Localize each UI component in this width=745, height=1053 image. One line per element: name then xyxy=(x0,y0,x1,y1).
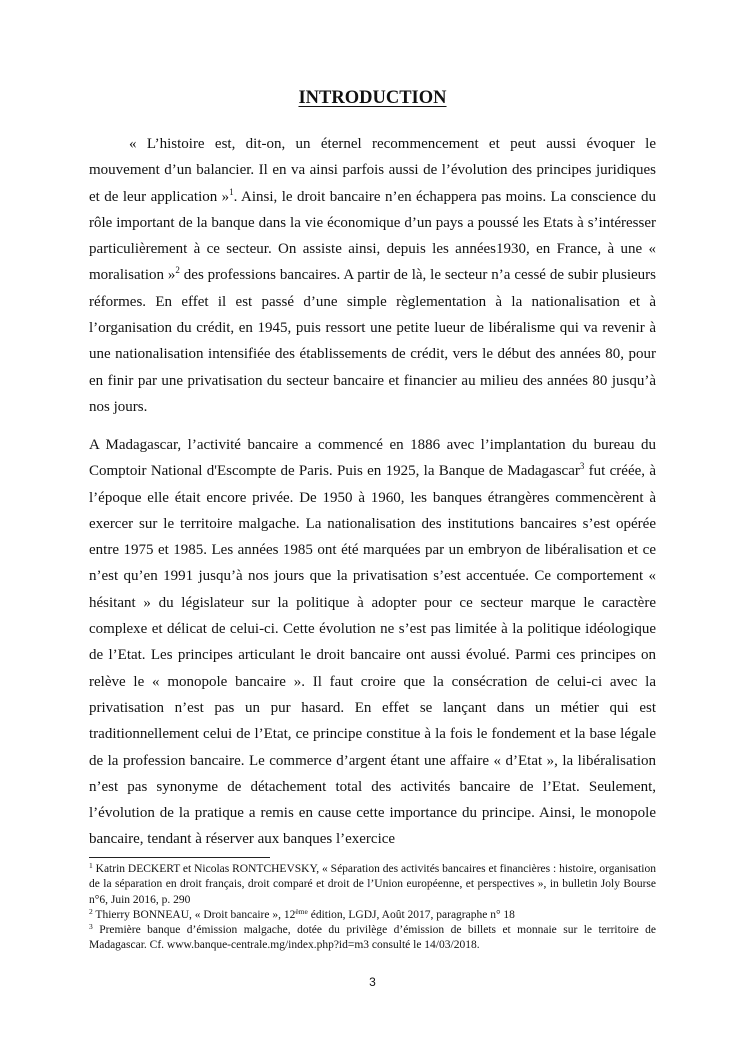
footnote xyxy=(89,923,656,954)
paragraph-text: « L’histoire est, dit-on, un éternel recommencement et peut aussi évoquer le mouvement d’un balancier. Il en va ainsi parfois aussi de l’évolution des principes juridiques et de leur application » xyxy=(89,136,656,205)
paragraph-text: fut créée, à l’époque elle était encore privée. De 1950 à 1960, les banques étrangères commencèrent à exercer sur le territoire malgache. La nationalisation des institutions bancaires s’est opérée entre 1975 et 1985. Les années 1985 ont été marquées par un embryon de libéralisation et ce n’est qu’en 1991 jusqu’à nos jours que la privatisation s’est accentuée. Ce comportement « hésitant » du législateur sur la politique à adopter pour ce secteur marque le caractère complexe et délicat de celui-ci. Cette évolution ne s’est pas limitée à la politique idéologique de l’Etat. Les principes articulant le droit bancaire ont aussi évolué. Parmi ces principes on relève le « monopole bancaire ». Il faut croire que la consécration de celui-ci avec la privatisation n’est pas un pur hasard. En effet se lançant dans un métier qui est traditionnellement celui de l’Etat, ce principe constitue à la fois le fondement et la base légale de la profession bancaire. Le commerce d’argent étant une affaire « d’Etat », la libéralisation n’est pas synonyme de détachement total des activités bancaire de l’Etat. Seulement, l’évolution de la pratique a remis en cause cette importance du principe. Ainsi, le monopole bancaire, tendant à réserver aux banques l’exercice xyxy=(89,463,656,848)
footnote-superscript: ème xyxy=(295,906,308,916)
footnote-number: 1 xyxy=(89,861,93,870)
footnote-number: 2 xyxy=(89,906,93,916)
footnote-ref: 1 xyxy=(229,186,234,197)
page-number: 3 xyxy=(369,975,376,989)
footnote xyxy=(89,862,656,908)
paragraph-text: A Madagascar, l’activité bancaire a commencé en 1886 avec l’implantation du bureau du Comptoir National d'Escompte de Paris. Puis en 1925, la Banque de Madagascar xyxy=(89,437,656,480)
footnote-number: 3 xyxy=(89,922,93,932)
footnotes xyxy=(89,862,656,954)
footnote xyxy=(89,908,656,923)
body-paragraph xyxy=(89,131,656,420)
footnote-separator xyxy=(89,857,270,858)
footnote-text: Thierry BONNEAU, « Droit bancaire », 12 xyxy=(92,908,296,921)
body-paragraph xyxy=(89,432,656,853)
footnote-ref: 3 xyxy=(579,461,585,472)
paragraph-text: des professions bancaires. A partir de là, le secteur n’a cessé de subir plusieurs réformes. En effet il est passé d’une simple règlementation à la nationalisation et à l’organisation du crédit, en 1945, puis ressort une petite lueur de libéralisme qui va revenir à une nationalisation intensifiée des établissements de crédit, vers le début des années 80, pour en finir par une privatisation du secteur bancaire et financier au milieu des années 80 jusqu’à nos jours. xyxy=(89,267,656,415)
footnote-text: Première banque d’émission malgache, dotée du privilège d’émission de billets et monnaie sur le territoire de Madagascar. Cf. www.banque-centrale.mg/index.php?id=m3 consulté le 14/03/2018. xyxy=(89,924,656,952)
footnote-ref: 2 xyxy=(175,265,180,276)
paragraph-text: . Ainsi, le droit bancaire n’en échappera pas moins. La conscience du rôle important de la banque dans la vie économique d’un pays a poussé les Etats à s’intéresser particulièrement à ce secteur. On assiste ainsi, depuis les années1930, en France, à une « moralisation » xyxy=(89,188,656,284)
page-title: INTRODUCTION xyxy=(298,88,447,108)
footnote-text: édition, LGDJ, Août 2017, paragraphe n° 18 xyxy=(307,908,515,921)
footnote-text: Katrin DECKERT et Nicolas RONTCHEVSKY, « Séparation des activités bancaires et financières : histoire, organisation de la séparation en droit français, droit comparé et droit de l’Union européenne, et perspectives », in bulletin Joly Bourse n°6, Juin 2016, p. 290 xyxy=(89,863,656,906)
